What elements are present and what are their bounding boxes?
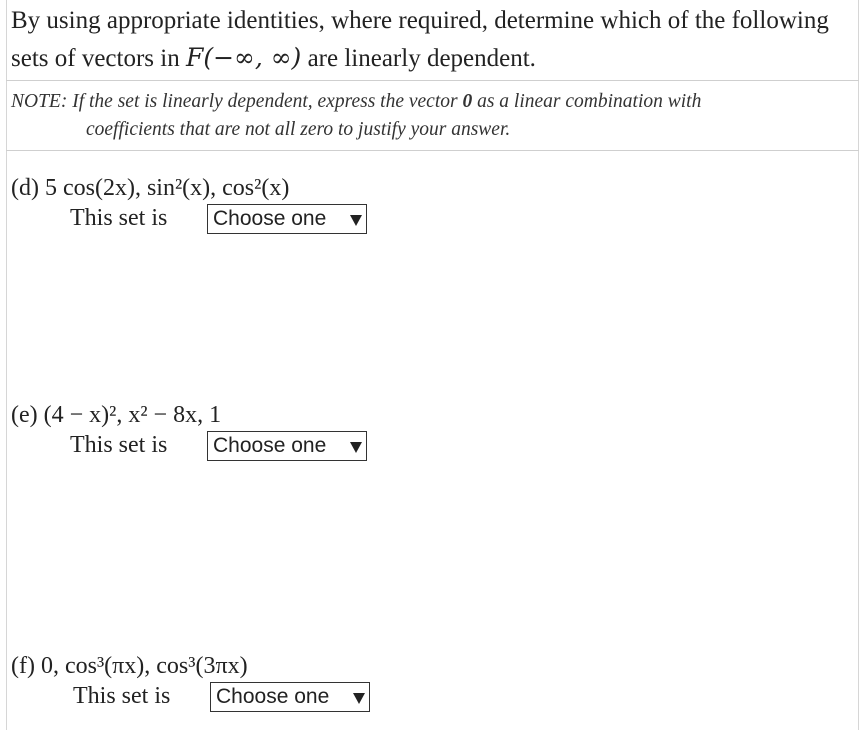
part-d-expression	[11, 172, 289, 204]
function-space: F(−∞, ∞)	[185, 43, 302, 72]
caret-down-icon	[353, 693, 365, 704]
part-f-answer	[73, 682, 330, 716]
part-f-dependence-select[interactable]	[210, 682, 370, 712]
part-e-select-value: Choose one	[213, 434, 327, 457]
part-d-dependence-select[interactable]	[207, 204, 367, 234]
part-e-answer-label: This set is	[70, 432, 168, 458]
part-d-answer	[70, 204, 327, 238]
part-d-vectors: 5 cos(2x), sin²(x), cos²(x)	[44, 175, 290, 201]
part-f-select-value: Choose one	[216, 685, 330, 708]
question-intro	[11, 2, 856, 77]
part-e-dependence-select[interactable]	[207, 431, 367, 461]
part-e-expression	[11, 399, 221, 431]
zero-vector: 0	[462, 91, 473, 112]
note-text-2: as a linear combination with	[472, 91, 702, 112]
part-d-label: (d)	[11, 175, 39, 201]
part-f-label: (f)	[11, 653, 35, 679]
divider	[6, 80, 859, 81]
part-f-expression	[11, 650, 248, 682]
part-e-vectors: (4 − x)², x² − 8x, 1	[43, 402, 222, 428]
part-f-vectors: 0, cos³(πx), cos³(3πx)	[40, 653, 248, 679]
intro-text-2: are linearly dependent.	[301, 45, 536, 72]
note-text-3: coefficients that are not all zero to justify your answer.	[86, 119, 511, 140]
note-label: NOTE:	[11, 91, 68, 112]
part-f-answer-label: This set is	[73, 683, 171, 709]
divider	[6, 150, 859, 151]
intro-text-1: By using appropriate identities, where required, determine which of the following sets of vectors in	[11, 7, 829, 72]
part-e-answer	[70, 431, 327, 465]
part-d-select-value: Choose one	[213, 207, 327, 230]
note-text-1: If the set is linearly dependent, express the vector	[67, 91, 463, 112]
part-e-label: (e)	[11, 402, 38, 428]
part-d	[11, 172, 327, 238]
part-e	[11, 399, 327, 465]
caret-down-icon	[350, 215, 362, 226]
part-d-answer-label: This set is	[70, 205, 168, 231]
caret-down-icon	[350, 442, 362, 453]
note	[11, 88, 851, 144]
part-f	[11, 650, 330, 716]
